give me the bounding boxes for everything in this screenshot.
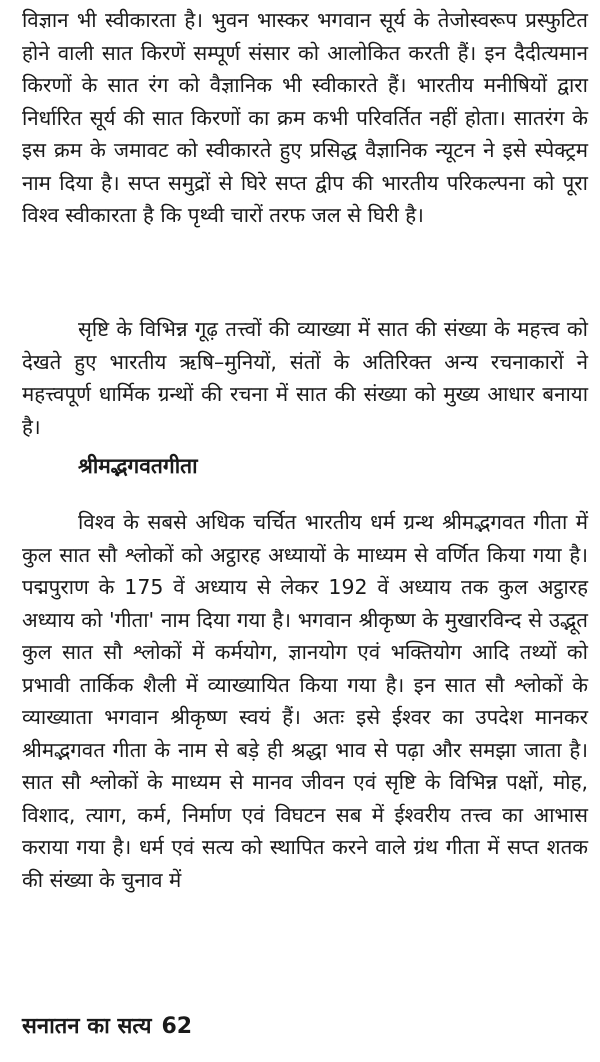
paragraph-seven-significance: सृष्टि के विभिन्न गूढ़ तत्त्वों की व्याख्या में सात की संख्या के महत्त्व को देखते हुए भारतीय ऋषि–मुनियों, संतों के अतिरिक्त अन्य रचनाकारों ने महत्त्वपूर्ण धार्मिक ग्रन्थों की रचना में सात की संख्या को मुख्य आधार बनाया है। [22, 317, 588, 439]
paragraph-gita: विश्व के सबसे अधिक चर्चित भारतीय धर्म ग्रन्थ श्रीमद्भगवत गीता में कुल सात सौ श्लोकों को अट्ठारह अध्यायों के माध्यम से वर्णित किया गया है। पद्मपुराण के 175 वें अध्याय से लेकर 192 वें अध्याय तक कुल अट्ठारह अध्याय को 'गीता' नाम दिया गया है। भगवान श्रीकृष्ण के मुखारविन्द से उद्भूत कुल सात सौ श्लोकों में कर्मयोग, ज्ञानयोग एवं भक्तियोग आदि तथ्यों को प्रभावी तार्किक शैली में व्याख्यायित किया गया है। इन सात सौ श्लोकों के व्याख्याता भगवान श्रीकृष्ण स्वयं हैं। अतः इसे ईश्वर का उपदेश मानकर श्रीमद्भगवत गीता के नाम से बड़े ही श्रद्धा भाव से पढ़ा और समझा जाता है। सात सौ श्लोकों के माध्यम से मानव जीवन एवं सृष्टि के विभिन्न पक्षों, मोह, विशाद, त्याग, कर्म, निर्माण एवं विघटन सब में ईश्वरीय तत्त्व का आभास कराया गया है। धर्म एवं सत्य को स्थापित करने वाले ग्रंथ गीता में सप्त शतक की संख्या के चुनाव में [22, 510, 588, 892]
book-title: सनातन का सत्य [22, 1014, 152, 1039]
page-number: 62 [161, 1014, 193, 1039]
paragraph-intro: विज्ञान भी स्वीकारता है। भुवन भास्कर भगवान सूर्य के तेजोस्वरूप प्रस्फुटित होने वाली सात किरणें सम्पूर्ण संसार को आलोकित करती हैं। इन दैदीत्यमान किरणों के सात रंग को वैज्ञानिक भी स्वीकारते हैं। भारतीय मनीषियों द्वारा निर्धारित सूर्य की सात किरणों का क्रम कभी परिवर्तित नहीं होता। सातरंग के इस क्रम के जमावट को स्वीकारते हुए प्रसिद्ध वैज्ञानिक न्यूटन ने इसे स्पेक्ट्रम नाम दिया है। सप्त समुद्रों से घिरे सप्त द्वीप की भारतीय परिकल्पना को पूरा विश्व स्वीकारता है कि पृथ्वी चारों तरफ जल से घिरी है। [22, 8, 588, 227]
section-heading: श्रीमद्भगवतगीता [78, 454, 198, 478]
page-footer [22, 1010, 192, 1040]
